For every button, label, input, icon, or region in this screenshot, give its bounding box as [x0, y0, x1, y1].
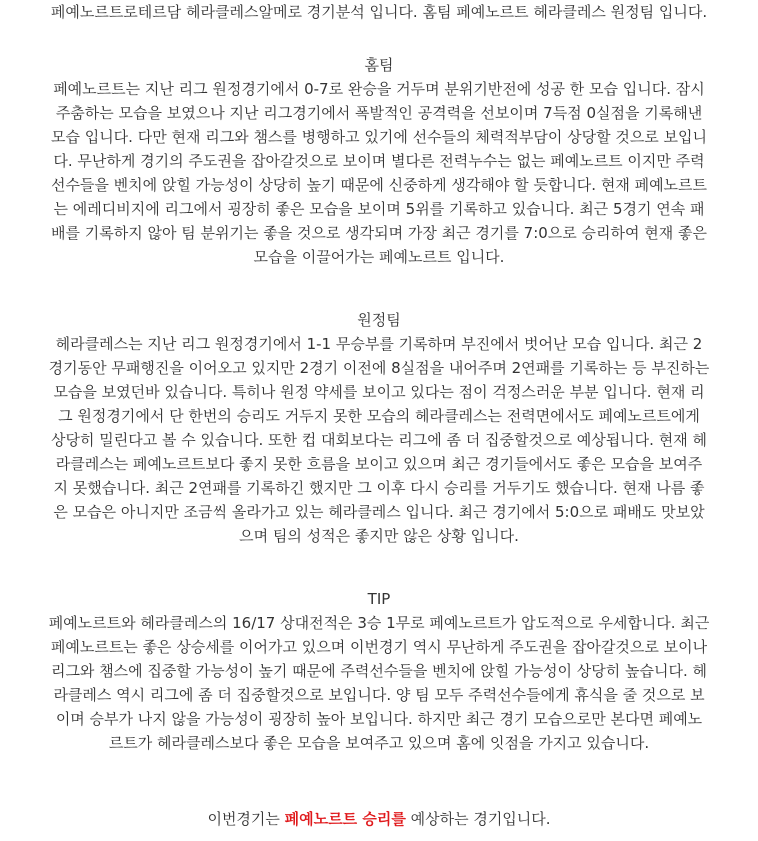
prediction-highlight: 페예노르트 승리를: [284, 810, 406, 828]
away-line: 으며 팀의 성적은 좋지만 않은 상황 입니다.: [239, 527, 519, 545]
tip-line: 리그와 챔스에 집중할 가능성이 높기 때문에 주력선수들을 벤치에 앉힐 가능성이 상당히 높습니다. 헤: [50, 662, 708, 680]
away-line: 경기동안 무패행진을 이어오고 있지만 2경기 이전에 8실점을 내어주며 2연패를 기록하는 등 부진하는: [48, 359, 710, 377]
home-line: 선수들을 벤치에 앉힐 가능성이 상당히 높기 때문에 신중하게 생각해야 할 듯합니다. 현재 페예노르트: [50, 176, 708, 194]
prediction-suffix: 예상하는 경기입니다.: [405, 810, 551, 828]
away-line: 헤라클레스는 지난 리그 원정경기에서 1-1 무승부를 기록하며 부진에서 벗어난 모습 입니다. 최근 2: [55, 335, 703, 353]
intro-line: 페예노르트로테르담 헤라클레스알메로 경기분석 입니다. 홈팀 페예노르트 헤라클레스 원정팀 입니다.: [50, 3, 708, 21]
prediction-line: [0, 807, 758, 831]
home-line: 주춤하는 모습을 보였으나 지난 리그경기에서 폭발적인 공격력을 선보이며 7득점 0실점을 기록해낸: [55, 104, 703, 122]
home-heading: 홈팀: [364, 56, 394, 74]
tip-line: 라클레스 역시 리그에 좀 더 집중할것으로 보입니다. 양 팀 모두 주력선수들에게 휴식을 줄 것으로 보: [53, 686, 705, 704]
home-line: 다. 무난하게 경기의 주도권을 잡아갈것으로 보이며 별다른 전력누수는 없는 페예노르트 이지만 주력: [53, 152, 705, 170]
tip-line: 르트가 헤라클레스보다 좋은 모습을 보여주고 있으며 홈에 잇점을 가지고 있습니다.: [108, 734, 650, 752]
tip-line: 이며 승부가 나지 않을 가능성이 굉장히 높아 보입니다. 하지만 최근 경기 모습으로만 본다면 페예노: [55, 710, 703, 728]
home-line: 배를 기록하지 않아 팀 분위기는 좋을 것으로 생각되며 가장 최근 경기를 7:0으로 승리하여 현재 좋은: [50, 224, 707, 242]
home-line: 페예노르트는 지난 리그 원정경기에서 0-7로 완승을 거두며 분위기반전에 성공 한 모습 입니다. 잠시: [53, 80, 705, 98]
away-line: 상당히 밀린다고 볼 수 있습니다. 또한 컵 대회보다는 리그에 좀 더 집중할것으로 예상됩니다. 현재 헤: [51, 431, 707, 449]
away-line: 모습을 보였던바 있습니다. 특히나 원정 약세를 보이고 있다는 점이 걱정스러운 부분 입니다. 현재 리: [53, 383, 705, 401]
away-line: 은 모습은 아니지만 조금씩 올라가고 있는 헤라클레스 입니다. 최근 경기에서 5:0으로 패배도 맛보았: [53, 503, 705, 521]
home-line: 모습 입니다. 다만 현재 리그와 챔스를 병행하고 있기에 선수들의 체력적부담이 상당할 것으로 보입니: [50, 128, 708, 146]
away-heading: 원정팀: [357, 311, 401, 329]
home-line: 모습을 이끌어가는 페예노르트 입니다.: [253, 248, 505, 266]
prediction-prefix: 이번경기는: [207, 810, 285, 828]
away-line: 지 못했습니다. 최근 2연패를 기록하긴 했지만 그 이후 다시 승리를 거두기도 했습니다. 현재 나름 좋: [53, 479, 705, 497]
tip-line: 페예노르트와 헤라클레스의 16/17 상대전적은 3승 1무로 페예노르트가 압도적으로 우세합니다. 최근: [48, 614, 710, 632]
home-line: 는 에레디비지에 리그에서 굉장히 좋은 모습을 보이며 5위를 기록하고 있습니다. 최근 5경기 연속 패: [53, 200, 705, 218]
away-line: 라클레스는 페예노르트보다 좋지 못한 흐름을 보이고 있으며 최근 경기들에서도 좋은 모습을 보여주: [55, 455, 703, 473]
tip-heading: TIP: [367, 590, 391, 608]
away-line: 그 원정경기에서 단 한번의 승리도 거두지 못한 모습의 헤라클레스는 전력면에서도 페예노르트에게: [58, 407, 700, 425]
tip-line: 페예노르트는 좋은 상승세를 이어가고 있으며 이번경기 역시 무난하게 주도권을 잡아갈것으로 보이나: [50, 638, 708, 656]
